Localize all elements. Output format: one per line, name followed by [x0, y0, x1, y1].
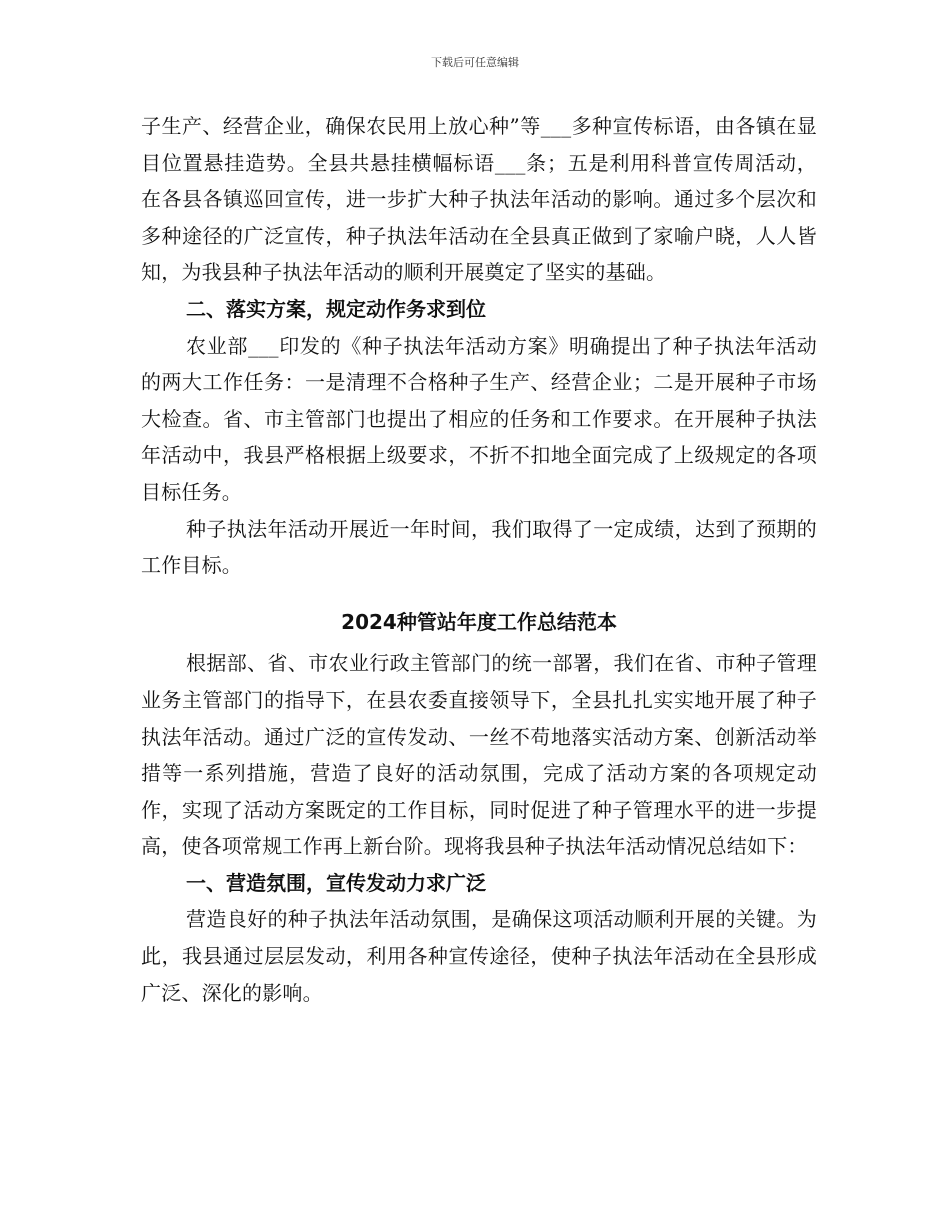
page-header: 下载后可任意编辑: [431, 56, 519, 69]
paragraph-introduction: 根据部、省、市农业行政主管部门的统一部署，我们在省、市种子管理业务主管部门的指导下，在县农委直接领导下，全县扎扎实实地开展了种子执法年活动。通过广泛的宣传发动、一丝不苟地落实活动方案、创新活动举措等一系列措施，营造了良好的活动氛围，完成了活动方案的各项规定动作，实现了活动方案既定的工作目标，同时促进了种子管理水平的进一步提高，使各项常规工作再上新台阶。现将我县种子执法年活动情况总结如下：: [141, 651, 817, 859]
section-heading-atmosphere: 一、营造氛围，宣传发动力求广泛: [186, 870, 486, 895]
document-body: [141, 108, 817, 1011]
paragraph-promotion-continued: 子生产、经营企业，确保农民用上放心种”等___多种宣传标语，由各镇在显目位置悬挂造势。全县共悬挂横幅标语___条；五是利用科普宣传周活动，在各县各镇巡回宣传，进一步扩大种子执法年活动的影响。通过多个层次和多种途径的广泛宣传，种子执法年活动在全县真正做到了家喻户晓，人人皆知，为我县种子执法年活动的顺利开展奠定了坚实的基础。: [141, 114, 817, 285]
paragraph-atmosphere: 营造良好的种子执法年活动氛围，是确保这项活动顺利开展的关键。为此，我县通过层层发动，利用各种宣传途径，使种子执法年活动在全县形成广泛、深化的影响。: [141, 907, 817, 1005]
section-heading-implement-plan: 二、落实方案，规定动作务求到位: [186, 296, 486, 321]
document-title: 2024种管站年度工作总结范本: [341, 609, 617, 634]
paragraph-results: 种子执法年活动开展近一年时间，我们取得了一定成绩，达到了预期的工作目标。: [141, 516, 817, 578]
paragraph-plan-tasks: 农业部___印发的《种子执法年活动方案》明确提出了种子执法年活动的两大工作任务：一是清理不合格种子生产、经营企业；二是开展种子市场大检查。省、市主管部门也提出了相应的任务和工作要求。在开展种子执法年活动中，我县严格根据上级要求，不折不扣地全面完成了上级规定的各项目标任务。: [141, 333, 817, 504]
